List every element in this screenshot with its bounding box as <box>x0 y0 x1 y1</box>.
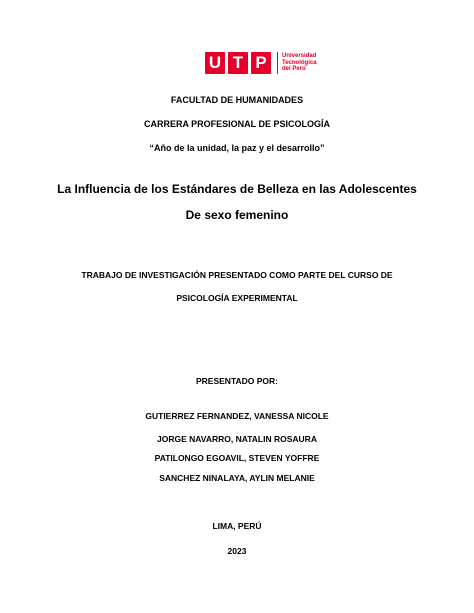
title-line-2: De sexo femenino <box>185 208 289 222</box>
utp-logo <box>205 50 335 76</box>
faculty-name: FACULTAD DE HUMANIDADES <box>170 95 304 105</box>
logo-letter-t: T <box>228 52 248 74</box>
presented-by-label: PRESENTADO POR: <box>195 376 279 386</box>
title-line-1: La Influencia de los Estándares de Belleza en las Adolescentes <box>57 182 417 196</box>
author-2: JORGE NAVARRO, NATALIN ROSAURA <box>157 434 317 444</box>
author-4: SANCHEZ NINALAYA, AYLIN MELANIE <box>159 473 315 483</box>
year-motto: “Año de la unidad, la paz y el desarrollo” <box>149 143 325 153</box>
logo-text-line-3: del Perú <box>282 66 306 73</box>
place: LIMA, PERÚ <box>212 521 262 531</box>
logo-letter-u: U <box>205 52 225 74</box>
logo-divider <box>277 52 278 74</box>
logo-university-name <box>282 53 317 73</box>
work-description-line-1: TRABAJO DE INVESTIGACIÓN PRESENTADO COMO PARTE DEL CURSO DE <box>81 270 393 280</box>
career-name: CARRERA PROFESIONAL DE PSICOLOGÍA <box>143 119 331 129</box>
logo-text-line-1: Universidad <box>282 53 317 60</box>
author-3: PATILONGO EGOAVIL, STEVEN YOFFRE <box>154 453 320 463</box>
year: 2023 <box>227 546 247 556</box>
work-description-line-2: PSICOLOGÍA EXPERIMENTAL <box>176 293 298 303</box>
logo-text-line-2: Tecnológica <box>282 59 317 66</box>
author-1: GUTIERREZ FERNANDEZ, VANESSA NICOLE <box>145 411 329 421</box>
logo-letter-p: P <box>251 52 271 74</box>
